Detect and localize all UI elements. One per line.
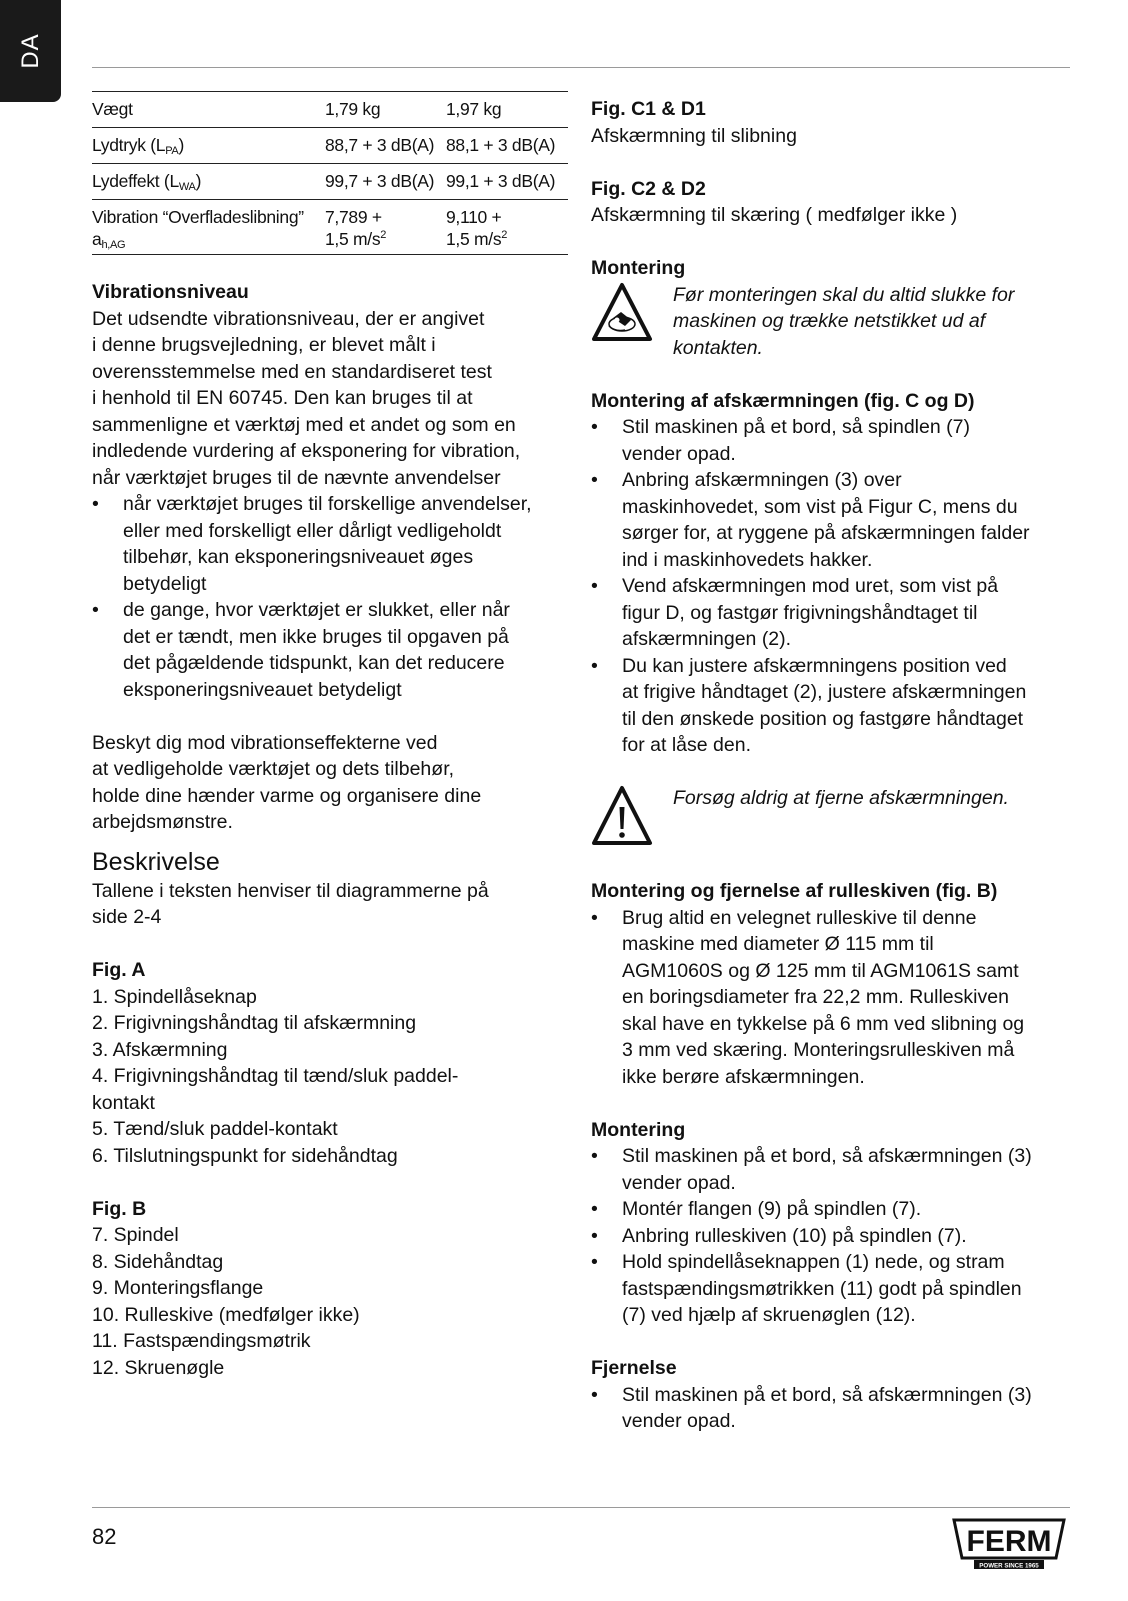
spec-row-vibration: [92, 200, 568, 255]
removal-heading: Fjernelse: [591, 1357, 677, 1379]
text-line: 8. Sidehåndtag: [92, 1250, 224, 1273]
text-line: holde dine hænder varme og organisere dine: [92, 784, 482, 807]
text-line: 11. Fastspændingsmøtrik: [92, 1330, 311, 1352]
guard-mounting-heading: Montering af afskærmningen (fig. C og D): [591, 389, 975, 412]
fig-c1-heading: Fig. C1 & D1: [591, 98, 706, 120]
text-line: 7. Spindel: [92, 1224, 179, 1246]
spec-row-sound-pressure: [92, 128, 568, 164]
guard-mounting-bullets: [591, 414, 1071, 759]
text-line: 12. Skruenøgle: [92, 1356, 225, 1379]
list-item: • Brug altid en velegnet rulleskive til denne maskine med diameter Ø 115 mm til AGM1060S og Ø 125 mm til AGM1061S samt en boringsdiameter fra 22,2 mm. Rulleskiven skal have en tykkelse på 6 mm ved slibning og 3 mm ved skæring. Monteringsrulleskiven må ikke berøre afskærmningen.: [591, 905, 1071, 1091]
list-item: • Hold spindellåseknappen (1) nede, og stram fastspændingsmøtrikken (11) godt på spindlen (7) ved hjælp af skruenøglen (12).: [591, 1249, 1071, 1329]
logo-text: FERM: [966, 1525, 1052, 1558]
right-column: [591, 96, 1071, 1435]
language-tab: [0, 0, 61, 102]
spec-value-2: 9,110 + 1,5 $m/s^2$: [446, 207, 508, 249]
description-paragraph: [92, 878, 568, 931]
list-item: 5. Tænd/sluk paddel-kontakt: [92, 1118, 338, 1140]
list-item: • Vend afskærmningen mod uret, som vist på figur D, og fastgør frigivningshåndtaget til afskærmningen (2).: [591, 573, 1071, 653]
spec-row-weight: [92, 92, 568, 128]
guard-warning: [591, 785, 1071, 865]
text-line: når værktøjet bruges til de nævnte anvendelser: [92, 466, 501, 489]
spec-value-2: 1,97 kg: [446, 99, 502, 120]
text-line: i denne brugsvejledning, er blevet målt i: [92, 334, 436, 356]
vibration-heading: Vibrationsniveau: [92, 281, 249, 303]
list-item: 2. Frigivningshåndtag til afskærmning: [92, 1012, 417, 1034]
list-item: 6. Tilslutningspunkt for sidehåndtag: [92, 1144, 398, 1167]
disc-mounting-bullets: [591, 905, 1071, 1091]
footer-rule: [92, 1507, 1070, 1508]
spec-row-sound-power: [92, 164, 568, 200]
protect-paragraph: [92, 730, 568, 836]
text-line: 10. Rulleskive (medfølger ikke): [92, 1303, 360, 1326]
spec-value-2: 88,1 + 3 dB(A): [446, 135, 556, 156]
warning-exclamation-icon: [591, 785, 673, 855]
fig-a-list: [92, 984, 568, 1170]
list-item: 1. Spindellåseknap: [92, 985, 257, 1008]
spec-value-1: 88,7 + 3 dB(A): [325, 135, 435, 156]
fig-c1-text: Afskærmning til slibning: [591, 124, 797, 147]
spec-value-1: 1,79 kg: [325, 99, 381, 120]
text-line: Før monteringen skal du altid slukke for: [673, 283, 1015, 306]
vibration-paragraph: [92, 306, 568, 492]
list-item: 4. Frigivningshåndtag til tænd/sluk paddel- kontakt: [92, 1065, 459, 1114]
page-number: 82: [92, 1524, 117, 1549]
text-line: sammenligne et værktøj med et andet og som en: [92, 413, 516, 436]
text-line: at vedligeholde værktøjet og dets tilbehør,: [92, 758, 455, 780]
guard-warning-text: Forsøg aldrig at fjerne afskærmningen.: [673, 787, 1009, 809]
spec-label: Lydeffekt $(L_{WA})$: [92, 171, 202, 194]
text-line: indledende vurdering af eksponering for vibration,: [92, 440, 521, 462]
text-line: Beskyt dig mod vibrationseffekterne ved: [92, 731, 438, 754]
vibration-bullets: [92, 491, 568, 703]
removal-bullets: [591, 1382, 1071, 1435]
fig-a-heading: Fig. A: [92, 959, 146, 981]
fig-b-heading: Fig. B: [92, 1197, 147, 1220]
text-line: maskinen og trække netstikket ud af: [673, 310, 986, 332]
fig-c2-text: Afskærmning til skæring ( medfølger ikke ): [591, 204, 958, 226]
text-line: arbejdsmønstre.: [92, 811, 233, 833]
text-line: side 2-4: [92, 906, 162, 928]
language-code: DA: [16, 33, 44, 69]
unplug-warning: [591, 282, 1071, 362]
disc-mounting-heading: Montering og fjernelse af rulleskiven (fig. B): [591, 880, 998, 902]
text-line: overensstemmelse med en standardiseret test: [92, 360, 492, 383]
unplug-warning-text: [673, 282, 1014, 362]
spec-value-1: 99,7 + 3 dB(A): [325, 171, 435, 192]
mounting-2-heading: Montering: [591, 1118, 686, 1141]
text-line: Tallene i teksten henviser til diagrammerne på: [92, 879, 489, 902]
ferm-logo: [952, 1518, 1066, 1570]
header-rule: [92, 67, 1070, 68]
list-item: • Du kan justere afskærmningens position ved at frigive håndtaget (2), justere afskærmningen til den ønskede position og fastgøre håndtaget for at låse den.: [591, 653, 1071, 759]
spec-label: Lydtryk $(L_{PA})$: [92, 135, 184, 158]
list-item: 3. Afskærmning: [92, 1038, 228, 1061]
text-line: kontakten.: [673, 336, 763, 359]
spec-table: [92, 91, 568, 255]
spec-value-2: 99,1 + 3 dB(A): [446, 171, 556, 192]
list-item: • Anbring afskærmningen (3) over maskinhovedet, som vist på Figur C, mens du sørger for, at ryggene på afskærmningen falder ind i maskinhovedets hakker.: [591, 467, 1071, 573]
list-item: • Montér flangen (9) på spindlen (7).: [591, 1196, 1071, 1223]
left-column: [92, 91, 568, 1381]
list-item: • Stil maskinen på et bord, så spindlen (7) vender opad.: [591, 414, 1071, 467]
list-item: • de gange, hvor værktøjet er slukket, eller når det er tændt, men ikke bruges til opgaven på det pågældende tidspunkt, kan det reducere eksponeringsniveauet betydeligt: [92, 597, 568, 703]
text-line: 9. Monteringsflange: [92, 1277, 264, 1299]
description-heading: Beskrivelse: [92, 847, 220, 876]
list-item: • Anbring rulleskiven (10) på spindlen (7).: [591, 1223, 1071, 1250]
list-item: • når værktøjet bruges til forskellige anvendelser, eller med forskelligt eller dårligt vedligeholdt tilbehør, kan eksponeringsniveauet øges betydeligt: [92, 491, 568, 597]
mounting-2-bullets: [591, 1143, 1071, 1329]
logo-tagline: POWER SINCE 1965: [979, 1562, 1039, 1570]
text-line: Det udsendte vibrationsniveau, der er angivet: [92, 307, 485, 330]
spec-label: Vibration “Overfladeslibning” $a_{h,AG}$: [92, 207, 304, 251]
list-item: • Stil maskinen på et bord, så afskærmningen (3) vender opad.: [591, 1143, 1071, 1196]
fig-c2-heading: Fig. C2 & D2: [591, 177, 706, 200]
spec-label: Vægt: [92, 99, 133, 120]
spec-value-1: 7,789 + 1,5 $m/s^2$: [325, 207, 387, 249]
list-item: • Stil maskinen på et bord, så afskærmningen (3) vender opad.: [591, 1382, 1071, 1435]
fig-b-list: [92, 1222, 568, 1381]
text-line: i henhold til EN 60745. Den kan bruges til at: [92, 387, 473, 409]
mounting-heading: Montering: [591, 257, 686, 279]
warning-plug-icon: [591, 282, 673, 350]
